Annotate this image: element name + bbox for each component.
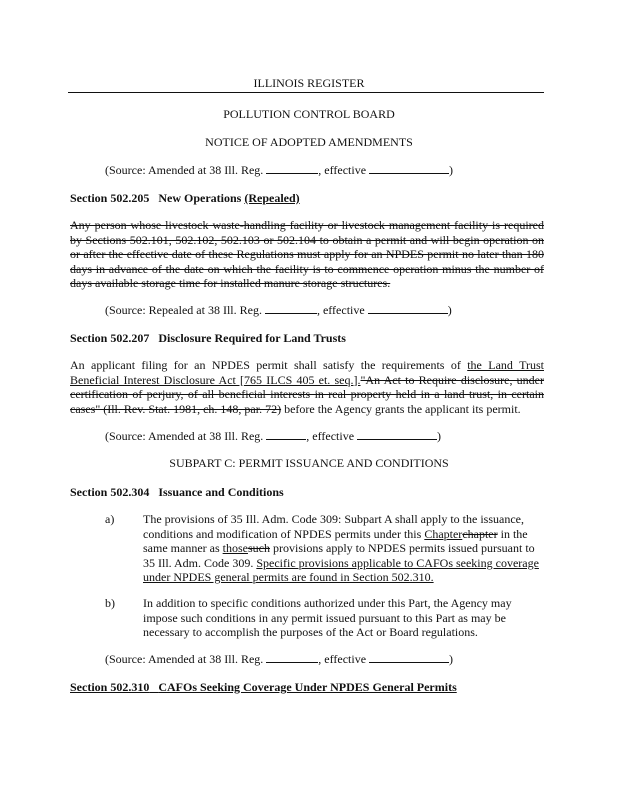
section-502-207-body: An applicant filing for an NPDES permit shall satisfy the requirements of the Land Trust Beneficial Interest Disclosure Act [765 ILCS 405 et. seq.]."An Act to Require disclosure, under certification of perjury, of all beneficial interests in real property held in a land trust, in certain cases" (Ill. Rev. Stat. 1981, ch. 148, par. 72) before the Agency grants the applicant its permit. <box>70 358 545 416</box>
item-a-text: The provisions of 35 Ill. Adm. Code 309: Subpart A shall apply to the issuance, conditions and modification of NPDES permits under this Chapterchapter in the same manner as thosesuch provisions apply to NPDES permits issued pursuant to 35 Ill. Adm. Code 309. Specific provisions applicable to CAFOs seeking coverage under NPDES general permits are found in Section 502.310. <box>143 512 539 584</box>
notice-title: NOTICE OF ADOPTED AMENDMENTS <box>205 135 413 149</box>
section-heading-502-207: Section 502.207 Disclosure Required for Land Trusts <box>70 331 346 345</box>
source-note-502-205: (Source: Repealed at 38 Ill. Reg. , effective ) <box>105 303 452 317</box>
section-heading-502-205: Section 502.205 New Operations (Repealed) <box>70 191 300 205</box>
section-heading-502-310: Section 502.310 CAFOs Seeking Coverage Under NPDES General Permits <box>70 680 457 694</box>
register-header: ILLINOIS REGISTER <box>253 76 365 90</box>
source-note-top: (Source: Amended at 38 Ill. Reg. , effective ) <box>105 163 454 177</box>
item-a-label: a) <box>105 512 115 526</box>
item-b-text: In addition to specific conditions authorized under this Part, the Agency may impose such conditions in any permit issued pursuant to this Part as may be necessary to accomplish the purposes of the Act or Board regulations. <box>143 596 512 639</box>
header-rule <box>68 92 544 93</box>
source-note-502-207: (Source: Amended at 38 Ill. Reg. , effective ) <box>105 429 442 443</box>
board-name: POLLUTION CONTROL BOARD <box>223 107 395 121</box>
item-b-label: b) <box>105 596 115 610</box>
source-note-502-304: (Source: Amended at 38 Ill. Reg. , effective ) <box>105 652 454 666</box>
section-heading-502-304: Section 502.304 Issuance and Conditions <box>70 485 284 499</box>
section-502-205-body: Any person whose livestock waste-handling facility or livestock management facility is required by Sections 502.101, 502.102, 502.103 or 502.104 to obtain a permit and will begin operation on or after the effective date of these Regulations must apply for an NPDES permit no later than 180 days in advance of the date on which the facility is to commence operation minus the number of days available storage time for installed manure storage structures. <box>70 218 544 290</box>
subpart-heading: SUBPART C: PERMIT ISSUANCE AND CONDITIONS <box>169 456 449 470</box>
